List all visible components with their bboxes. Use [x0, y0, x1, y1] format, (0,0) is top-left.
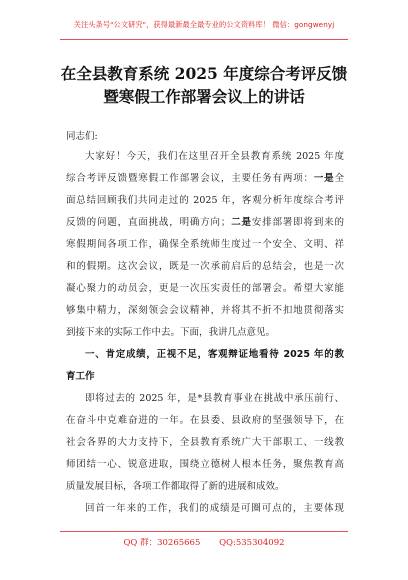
- paragraph-line: 够集中精力，深刻领会会议精神，并将其不折不扣地贯彻落实: [66, 305, 344, 316]
- paragraph-line: [66, 168, 344, 190]
- footer-divider: [60, 531, 348, 532]
- section-heading-line-2: 育工作: [66, 371, 95, 382]
- paragraph-line: 面总结回顾我们共同走过的 2025 年，客观分析年度综合考评: [66, 195, 344, 206]
- paragraph-line: 社会各界的大力支持下，全县教育系统广大干部职工、一线教: [66, 437, 344, 448]
- text-segment: 安排部署即将到来的: [251, 217, 344, 228]
- emphasis-text: 二是: [230, 217, 252, 228]
- paragraph-line: 在奋斗中克难奋进的一年。在县委、县政府的坚强领导下，在: [66, 415, 344, 426]
- greeting: 同志们:: [66, 131, 98, 142]
- header-divider: [60, 39, 348, 40]
- section-heading-line-1: 一、肯定成绩，正视不足，客观辩证地看待 2025 年的教: [85, 349, 344, 360]
- text-segment: 全: [334, 173, 344, 184]
- emphasis-text: 一是: [313, 173, 335, 184]
- text-segment: 反馈的问题，直面挑战，明确方向；: [66, 217, 231, 228]
- paragraph-line: 师团结一心、锐意进取，围绕立德树人根本任务，聚焦教育高: [66, 459, 344, 470]
- paragraph-line: 寒假期间各项工作，确保全系统师生度过一个安全、文明、祥: [66, 239, 344, 250]
- paragraph-line: 回首一年来的工作，我们的成绩是可圈可点的，主要体现: [85, 503, 344, 514]
- qq-contact-number: QQ:535304092: [219, 538, 285, 548]
- paragraph-line: 大家好！今天，我们在这里召开全县教育系统 2025 年度: [85, 151, 344, 162]
- footer-contact: [60, 536, 348, 548]
- paragraph-line: 即将过去的 2025 年，是*县教育事业在挑战中承压前行、: [85, 393, 344, 404]
- paragraph-line: 和的假期。这次会议，既是一次承前启后的总结会，也是一次: [66, 261, 344, 272]
- paragraph-1: [66, 146, 344, 520]
- header-banner: 关注头条号"公文研究"，获得最新最全最专业的公文资料库！ 微信：gongwenyj: [73, 20, 335, 29]
- document-title: [30, 62, 378, 108]
- paragraph-line: 凝心聚力的动员会，更是一次压实责任的部署会。希望大家能: [66, 283, 344, 294]
- title-line-1: 在全县教育系统 2025 年度综合考评反馈: [60, 64, 348, 83]
- text-segment: 综合考评反馈暨寒假工作部署会议，主要任务有两项：: [66, 173, 314, 184]
- title-line-2: 暨寒假工作部署会议上的讲话: [103, 87, 305, 106]
- paragraph-line: [66, 212, 344, 234]
- qq-group-number: QQ 群：30265665: [123, 538, 201, 548]
- paragraph-line: 到接下来的实际工作中去。下面，我讲几点意见。: [66, 327, 276, 338]
- paragraph-line: 质量发展目标，各项工作都取得了新的进展和成效。: [66, 481, 285, 492]
